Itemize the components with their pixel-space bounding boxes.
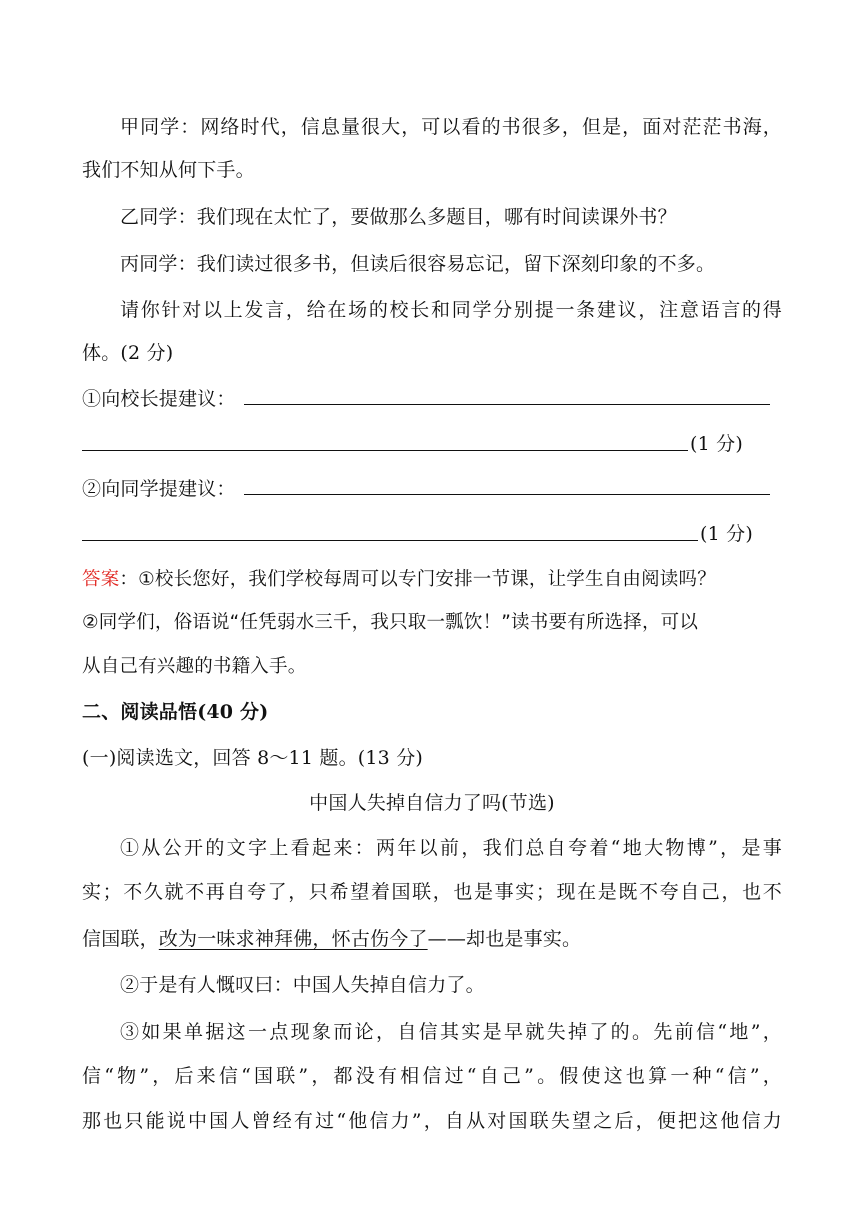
classmates-score: (1 分)	[700, 523, 753, 545]
principal-score: (1 分)	[690, 433, 743, 455]
speech-bing: 丙同学：我们读过很多书，但读后很容易忘记，留下深刻印象的不多。	[120, 253, 716, 275]
underlined-phrase: 改为一味求神拜佛，怀古伤今了	[158, 928, 428, 950]
article-p2: ②于是有人慨叹曰：中国人失掉自信力了。	[120, 974, 485, 996]
section-heading: 二、阅读品悟(40 分)	[82, 701, 269, 723]
speech-yi: 乙同学：我们现在太忙了，要做那么多题目，哪有时间读课外书？	[120, 206, 677, 228]
principal-answer-blank-continued[interactable]	[82, 450, 688, 451]
prompt-line-2: 体。(2 分)	[82, 342, 174, 364]
section-subheading: (一)阅读选文，回答 8～11 题。(13 分)	[82, 747, 424, 769]
article-p1-line-3-post: ——却也是事实。	[427, 928, 582, 950]
answer-line-1	[82, 568, 782, 592]
article-p3-line-2: 信“物”，后来信“国联”，都没有相信过“自己”。假使这也算一种“信”，	[82, 1065, 782, 1087]
classmates-suggestion-label: ②向同学提建议：	[82, 478, 236, 500]
classmates-answer-blank-continued[interactable]	[82, 540, 698, 541]
classmates-answer-blank[interactable]	[244, 494, 770, 495]
prompt-line-1: 请你针对以上发言，给在场的校长和同学分别提一条建议，注意语言的得	[120, 299, 782, 321]
principal-answer-blank[interactable]	[244, 404, 770, 405]
speech-jia-line-1: 甲同学：网络时代，信息量很大，可以看的书很多，但是，面对茫茫书海，	[120, 116, 782, 138]
article-p1-line-3	[82, 927, 782, 951]
speech-jia-line-2: 我们不知从何下手。	[82, 159, 255, 181]
answer-line-3: 从自己有兴趣的书籍入手。	[82, 656, 307, 677]
article-p3-line-3: 那也只能说中国人曾经有过“他信力”，自从对国联失望之后，便把这他信力	[82, 1110, 782, 1132]
answer-label: 答案	[82, 569, 120, 590]
article-p1-line-1: ①从公开的文字上看起来：两年以前，我们总自夸着“地大物博”，是事	[120, 837, 782, 859]
article-title: 中国人失掉自信力了吗(节选)	[309, 792, 555, 814]
principal-suggestion-label: ①向校长提建议：	[82, 388, 236, 410]
article-p1-line-2: 实；不久就不再自夸了，只希望着国联，也是事实；现在是既不夸自己，也不	[82, 881, 782, 903]
article-p3-line-1: ③如果单据这一点现象而论，自信其实是早就失掉了的。先前信“地”，	[120, 1021, 782, 1043]
article-p1-line-3-pre: 信国联，	[82, 928, 159, 950]
answer-line-2: ②同学们，俗语说“任凭弱水三千，我只取一瓢饮！”读书要有所选择，可以	[82, 612, 699, 633]
answer-line-1-text: ：①校长您好，我们学校每周可以专门安排一节课，让学生自由阅读吗？	[119, 569, 716, 590]
